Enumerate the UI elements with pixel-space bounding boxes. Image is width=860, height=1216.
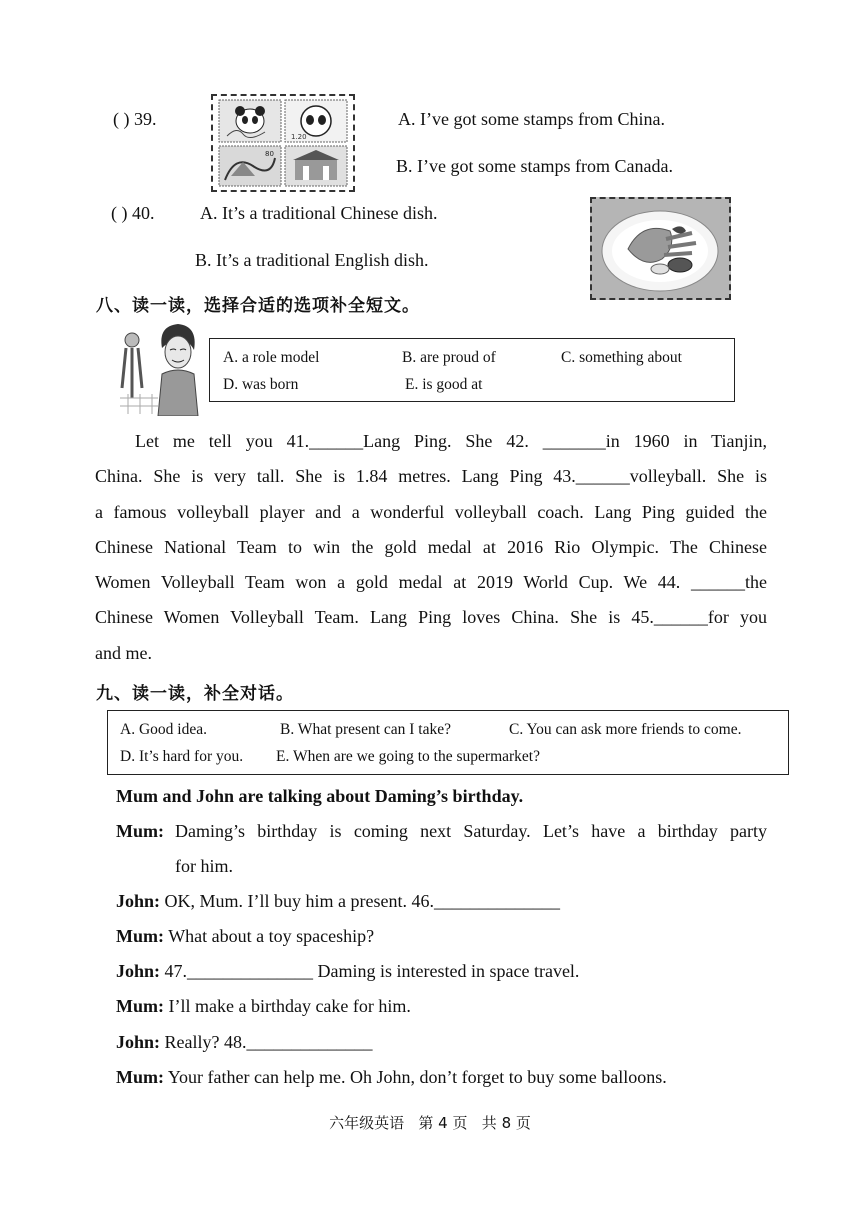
passage-line: Chinese Women Volleyball Team. Lang Ping loves China. She is 45.______for you <box>95 607 767 628</box>
fish-and-chips-icon <box>592 199 729 298</box>
dialogue-line-5 <box>116 996 411 1017</box>
option-c: C. You can ask more friends to come. <box>509 721 742 738</box>
passage-line: and me. <box>95 642 152 663</box>
word-bank-8 <box>209 338 735 402</box>
dish-picture <box>590 197 731 300</box>
passage-8 <box>95 424 767 671</box>
q39-option-a: A. I’ve got some stamps from China. <box>398 109 665 129</box>
q40-option-b: B. It’s a traditional English dish. <box>195 250 429 270</box>
speaker: John: <box>116 961 161 981</box>
utterance: Really? 48.______________ <box>164 1032 373 1052</box>
passage-line: Women Volleyball Team won a gold medal at 2019 World Cup. We 44. ______the <box>95 572 767 593</box>
passage-line: a famous volleyball player and a wonderful volleyball coach. Lang Ping guided the <box>95 501 767 522</box>
speaker: John: <box>116 891 161 911</box>
option-a: A. Good idea. <box>120 721 207 738</box>
option-a: A. a role model <box>223 349 320 366</box>
stamps-icon <box>213 96 353 190</box>
speaker: John: <box>116 1032 161 1052</box>
speaker: Mum: <box>116 926 164 946</box>
speaker: Mum: <box>116 821 164 841</box>
utterance: 47.______________ Daming is interested in space travel. <box>164 961 580 981</box>
utterance: Daming’s birthday is coming next Saturday. Let’s have a birthday party <box>175 821 767 841</box>
passage-line: China. She is very tall. She is 1.84 metres. Lang Ping 43.______volleyball. She is <box>95 466 767 487</box>
option-d: D. was born <box>223 376 299 393</box>
q40-option-a: A. It’s a traditional Chinese dish. <box>200 203 438 223</box>
utterance: What about a toy spaceship? <box>168 926 375 946</box>
volleyball-player-icon <box>118 318 202 416</box>
option-b: B. What present can I take? <box>280 721 451 738</box>
dialogue-line-1 <box>116 821 767 842</box>
dialogue-intro: Mum and John are talking about Daming’s birthday. <box>116 786 524 806</box>
passage-line: Let me tell you 41.______Lang Ping. She 42. _______in 1960 in Tianjin, <box>135 431 767 451</box>
dialogue-line-3 <box>116 926 374 947</box>
option-b: B. are proud of <box>402 349 496 366</box>
q39-option-b: B. I’ve got some stamps from Canada. <box>396 156 673 176</box>
utterance: Your father can help me. Oh John, don’t forget to buy some balloons. <box>167 1067 667 1087</box>
dialogue-line-4 <box>116 961 579 982</box>
lang-ping-picture <box>118 318 202 416</box>
speaker: Mum: <box>116 1067 164 1087</box>
svg-text:1.20: 1.20 <box>291 133 307 141</box>
passage-line: Chinese National Team to win the gold medal at 2016 Rio Olympic. The Chinese <box>95 536 767 557</box>
utterance: I’ll make a birthday cake for him. <box>168 996 411 1016</box>
svg-text:80: 80 <box>265 150 274 158</box>
page-footer: 六年级英语 第 4 页 共 8 页 <box>329 1114 531 1132</box>
utterance: OK, Mum. I’ll buy him a present. 46.______________ <box>164 891 560 911</box>
option-e: E. When are we going to the supermarket? <box>276 748 540 765</box>
dialogue-line-7 <box>116 1067 667 1088</box>
word-bank-9 <box>107 710 789 775</box>
option-d: D. It’s hard for you. <box>120 748 244 765</box>
utterance-continued: for him. <box>175 856 233 876</box>
section9-title: 九、读一读，补全对话。 <box>96 684 294 704</box>
option-c: C. something about <box>561 349 682 366</box>
q40-number: ( ) 40. <box>111 203 155 223</box>
speaker: Mum: <box>116 996 164 1016</box>
stamps-picture <box>211 94 355 192</box>
dialogue-line-6 <box>116 1032 373 1053</box>
section8-title: 八、读一读，选择合适的选项补全短文。 <box>96 296 420 316</box>
option-e: E. is good at <box>405 376 483 393</box>
q39-number: ( ) 39. <box>113 109 157 129</box>
dialogue-line-2 <box>116 891 560 912</box>
